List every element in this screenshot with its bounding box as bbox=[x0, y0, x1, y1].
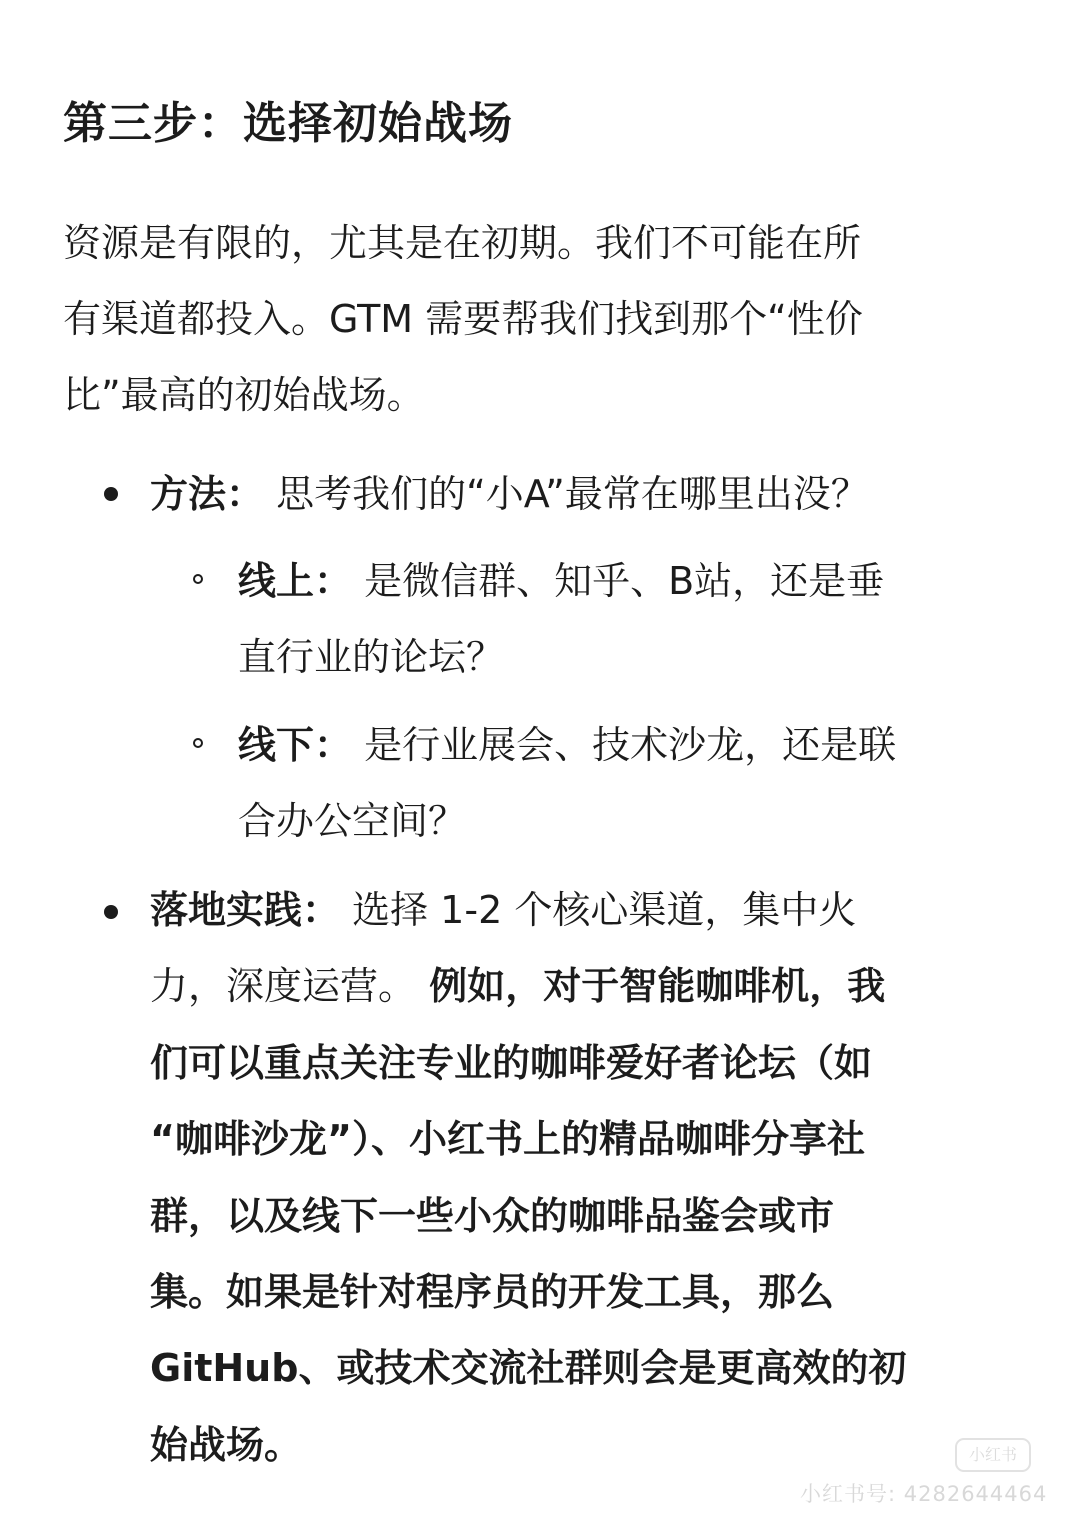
watermark-logo: 小红书 bbox=[955, 1438, 1031, 1472]
intro-paragraph bbox=[63, 205, 1023, 433]
method-label: 方法： bbox=[150, 472, 265, 516]
online-label: 线上： bbox=[238, 559, 353, 603]
method-item bbox=[150, 456, 869, 532]
sub-bullet-circle bbox=[193, 738, 203, 748]
offline-item bbox=[238, 707, 896, 783]
practice-line bbox=[150, 948, 885, 1024]
practice-plain-text: 力，深度运营。 bbox=[150, 964, 417, 1008]
watermark-id: 小红书号: 4282644464 bbox=[800, 1482, 1048, 1506]
online-item-cont: 直行业的论坛？ bbox=[238, 635, 505, 679]
section-heading: 第三步：选择初始战场 bbox=[63, 98, 513, 149]
intro-line: 资源是有限的，尤其是在初期。我们不可能在所 bbox=[63, 221, 862, 265]
practice-bold-line: GitHub、或技术交流社群则会是更高效的初 bbox=[150, 1346, 907, 1390]
bullet-dot bbox=[104, 905, 118, 919]
method-text: 思考我们的“小A”最常在哪里出没？ bbox=[264, 472, 869, 516]
intro-line: 有渠道都投入。GTM 需要帮我们找到那个“性价 bbox=[63, 297, 863, 341]
sub-bullet-circle bbox=[193, 574, 203, 584]
practice-bold-line: 群，以及线下一些小众的咖啡品鉴会或市 bbox=[150, 1194, 835, 1238]
online-item bbox=[238, 543, 884, 619]
offline-item-cont: 合办公空间？ bbox=[238, 799, 467, 843]
practice-label: 落地实践： bbox=[150, 888, 341, 932]
practice-bold-line: 们可以重点关注专业的咖啡爱好者论坛（如 bbox=[150, 1041, 873, 1085]
practice-text: 选择 1-2 个核心渠道，集中火 bbox=[340, 888, 857, 932]
practice-bold-line: 集。如果是针对程序员的开发工具，那么 bbox=[150, 1270, 835, 1314]
online-text: 是微信群、知乎、B站，还是垂 bbox=[352, 559, 885, 603]
practice-bold-text: 例如，对于智能咖啡机，我 bbox=[416, 964, 886, 1008]
practice-bold-line: “咖啡沙龙”）、小红书上的精品咖啡分享社 bbox=[150, 1117, 865, 1161]
offline-text: 是行业展会、技术沙龙，还是联 bbox=[352, 723, 897, 767]
intro-line: 比”最高的初始战场。 bbox=[63, 373, 425, 417]
practice-bold-line: 始战场。 bbox=[150, 1423, 303, 1467]
bullet-dot bbox=[104, 487, 118, 501]
practice-item bbox=[150, 872, 856, 948]
offline-label: 线下： bbox=[238, 723, 353, 767]
